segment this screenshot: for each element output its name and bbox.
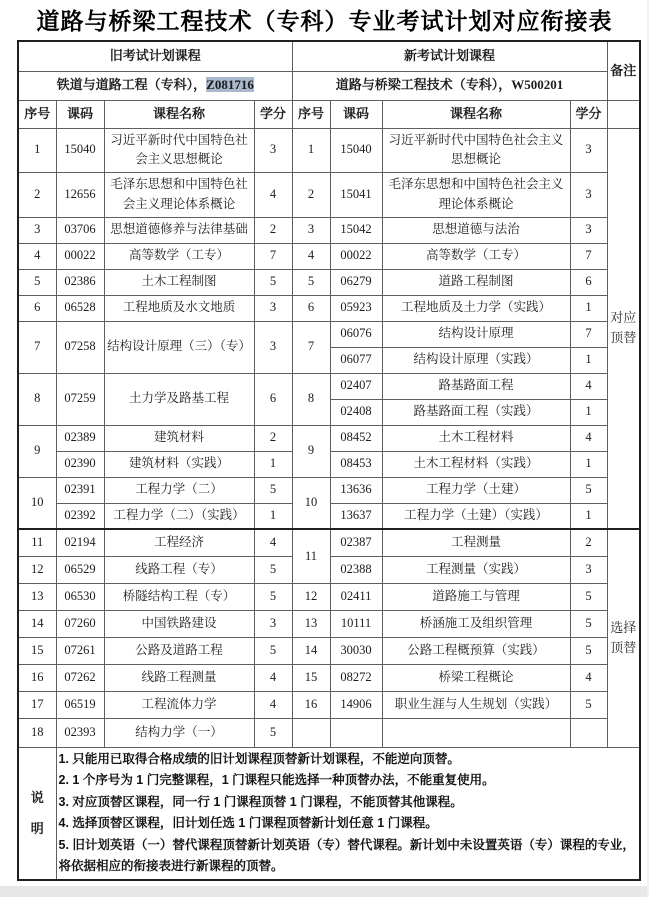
code-cell: 14906 <box>330 691 382 718</box>
code-cell: 06528 <box>56 295 104 321</box>
name-cell: 工程力学（二） <box>104 477 254 503</box>
credit-cell: 3 <box>254 610 292 637</box>
code-cell: 10111 <box>330 610 382 637</box>
name-cell: 道路施工与管理 <box>382 583 570 610</box>
name-cell: 毛泽东思想和中国特色社会主义理论体系概论 <box>104 172 254 217</box>
note-line: 3. 对应顶替区课程，同一行 1 门课程顶替 1 门课程，不能顶替其他课程。 <box>58 794 463 809</box>
code-cell: 07258 <box>56 321 104 373</box>
credit-cell: 5 <box>254 718 292 747</box>
name-cell: 路基路面工程 <box>382 373 570 399</box>
code-cell: 08452 <box>330 425 382 451</box>
code-col-header: 课码 <box>330 100 382 128</box>
seq-cell: 8 <box>292 373 330 425</box>
name-cell: 土木工程制图 <box>104 269 254 295</box>
credit-cell: 5 <box>254 477 292 503</box>
seq-cell: 13 <box>292 610 330 637</box>
course-row <box>18 664 640 691</box>
name-cell: 土力学及路基工程 <box>104 373 254 425</box>
seq-cell: 4 <box>18 243 56 269</box>
name-cell: 公路及道路工程 <box>104 637 254 664</box>
credit-cell: 4 <box>254 664 292 691</box>
name-cell: 习近平新时代中国特色社会主义思想概论 <box>382 128 570 172</box>
code-cell: 02387 <box>330 529 382 556</box>
course-row <box>18 691 640 718</box>
seq-cell: 14 <box>292 637 330 664</box>
seq-cell: 12 <box>18 556 56 583</box>
code-cell: 06077 <box>330 347 382 373</box>
name-cell: 土木工程材料（实践） <box>382 451 570 477</box>
code-cell: 02393 <box>56 718 104 747</box>
name-cell: 工程流体力学 <box>104 691 254 718</box>
old-plan-header-cell: 旧考试计划课程 <box>18 41 292 71</box>
name-cell: 思想道德与法治 <box>382 217 570 243</box>
credit-cell: 5 <box>254 556 292 583</box>
seq-cell: 3 <box>292 217 330 243</box>
credit-cell: 3 <box>254 128 292 172</box>
remark-empty-cell <box>607 100 640 128</box>
code-cell: 15040 <box>330 128 382 172</box>
seq-cell: 3 <box>18 217 56 243</box>
seq-cell: 5 <box>18 269 56 295</box>
name-cell: 结构力学（一） <box>104 718 254 747</box>
name-cell: 公路工程概预算（实践） <box>382 637 570 664</box>
old-major-cell <box>18 71 292 100</box>
empty-cell <box>330 718 382 747</box>
name-cell: 职业生涯与人生规划（实践） <box>382 691 570 718</box>
seq-cell: 15 <box>292 664 330 691</box>
code-cell: 02390 <box>56 451 104 477</box>
name-cell: 桥涵施工及组织管理 <box>382 610 570 637</box>
course-row <box>18 243 640 269</box>
seq-cell: 6 <box>292 295 330 321</box>
name-cell: 建筑材料 <box>104 425 254 451</box>
seq-cell: 2 <box>18 172 56 217</box>
code-cell: 02411 <box>330 583 382 610</box>
note-line: 1. 只能用已取得合格成绩的旧计划课程顶替新计划课程，不能逆向顶替。 <box>58 751 460 766</box>
credit-cell: 1 <box>570 503 607 529</box>
seq-cell: 17 <box>18 691 56 718</box>
code-cell: 06529 <box>56 556 104 583</box>
empty-cell <box>292 718 330 747</box>
seq-cell: 9 <box>292 425 330 477</box>
remark-cell: 对应顶替 <box>607 128 640 529</box>
credit-col-header: 学分 <box>254 100 292 128</box>
code-cell: 02408 <box>330 399 382 425</box>
name-cell: 结构设计原理（实践） <box>382 347 570 373</box>
seq-cell: 1 <box>18 128 56 172</box>
page-title: 道路与桥梁工程技术（专科）专业考试计划对应衔接表 <box>36 9 613 34</box>
credit-cell: 7 <box>570 321 607 347</box>
selected-text-highlight: Z081716 <box>206 77 254 93</box>
credit-cell: 2 <box>254 425 292 451</box>
credit-cell: 1 <box>570 295 607 321</box>
course-row <box>18 718 640 747</box>
seq-cell: 2 <box>292 172 330 217</box>
remark-cell: 选择顶替 <box>607 529 640 747</box>
code-cell: 07261 <box>56 637 104 664</box>
name-cell: 建筑材料（实践） <box>104 451 254 477</box>
code-cell: 08272 <box>330 664 382 691</box>
code-cell: 00022 <box>330 243 382 269</box>
seq-cell: 7 <box>292 321 330 373</box>
column-header-row <box>18 100 640 128</box>
name-cell: 工程测量（实践） <box>382 556 570 583</box>
name-cell: 工程地质及水文地质 <box>104 295 254 321</box>
course-row <box>18 128 640 172</box>
page-bottom-edge <box>0 886 649 897</box>
credit-cell: 5 <box>570 610 607 637</box>
notes-label: 说明 <box>30 789 44 836</box>
credit-cell: 3 <box>570 128 607 172</box>
seq-cell: 18 <box>18 718 56 747</box>
name-cell: 桥梁工程概论 <box>382 664 570 691</box>
remark-header-cell: 备注 <box>607 41 640 100</box>
course-row <box>18 373 640 399</box>
course-row <box>18 529 640 556</box>
credit-cell: 5 <box>570 583 607 610</box>
seq-cell: 16 <box>18 664 56 691</box>
name-cell: 土木工程材料 <box>382 425 570 451</box>
name-cell: 工程力学（二）（实践） <box>104 503 254 529</box>
major-header-row <box>18 71 640 100</box>
name-cell: 工程力学（土建）（实践） <box>382 503 570 529</box>
credit-cell: 3 <box>570 556 607 583</box>
code-cell: 07262 <box>56 664 104 691</box>
credit-cell: 2 <box>254 217 292 243</box>
credit-cell: 4 <box>570 664 607 691</box>
code-cell: 12656 <box>56 172 104 217</box>
seq-cell: 7 <box>18 321 56 373</box>
seq-cell: 6 <box>18 295 56 321</box>
course-row <box>18 583 640 610</box>
notes-content-cell <box>56 747 640 880</box>
notes-label-cell <box>18 747 56 880</box>
seq-col-header: 序号 <box>18 100 56 128</box>
name-cell: 结构设计原理 <box>382 321 570 347</box>
seq-cell: 11 <box>18 529 56 556</box>
code-cell: 15040 <box>56 128 104 172</box>
code-cell: 02389 <box>56 425 104 451</box>
notes-row <box>18 747 640 880</box>
empty-cell <box>570 718 607 747</box>
course-row <box>18 217 640 243</box>
credit-cell: 3 <box>570 217 607 243</box>
exam-plan-table <box>17 40 641 881</box>
code-cell: 15041 <box>330 172 382 217</box>
credit-cell: 1 <box>570 347 607 373</box>
credit-cell: 4 <box>254 691 292 718</box>
name-cell: 工程力学（土建） <box>382 477 570 503</box>
code-cell: 08453 <box>330 451 382 477</box>
credit-cell: 6 <box>254 373 292 425</box>
credit-cell: 5 <box>254 269 292 295</box>
code-cell: 07259 <box>56 373 104 425</box>
new-major-cell: 道路与桥梁工程技术（专科），W500201 <box>292 71 607 100</box>
credit-cell: 1 <box>254 503 292 529</box>
name-cell: 线路工程测量 <box>104 664 254 691</box>
seq-cell: 14 <box>18 610 56 637</box>
course-row <box>18 610 640 637</box>
name-cell: 毛泽东思想和中国特色社会主义理论体系概论 <box>382 172 570 217</box>
seq-cell: 9 <box>18 425 56 477</box>
seq-cell: 16 <box>292 691 330 718</box>
note-line: 2. 1 个序号为 1 门完整课程，1 门课程只能选择一种顶替办法，不能重复使用。 <box>58 773 495 787</box>
code-cell: 13636 <box>330 477 382 503</box>
course-row <box>18 637 640 664</box>
code-cell: 02194 <box>56 529 104 556</box>
name-cell: 工程经济 <box>104 529 254 556</box>
seq-cell: 1 <box>292 128 330 172</box>
seq-cell: 15 <box>18 637 56 664</box>
credit-cell: 7 <box>254 243 292 269</box>
credit-cell: 4 <box>254 529 292 556</box>
note-line: 4. 选择顶替区课程，旧计划任选 1 门课程顶替新计划任意 1 门课程。 <box>58 816 438 830</box>
name-col-header: 课程名称 <box>382 100 570 128</box>
note-line: 5. 旧计划英语（一）替代课程顶替新计划英语（专）替代课程。新计划中未设置英语（专）课程的专业，将依据相应的衔接表进行新课程的顶替。 <box>58 837 635 873</box>
credit-cell: 4 <box>570 425 607 451</box>
credit-cell: 5 <box>254 637 292 664</box>
name-cell: 高等数学（工专） <box>382 243 570 269</box>
credit-cell: 2 <box>570 529 607 556</box>
credit-cell: 3 <box>570 172 607 217</box>
credit-cell: 5 <box>570 637 607 664</box>
credit-cell: 1 <box>570 399 607 425</box>
credit-cell: 5 <box>570 691 607 718</box>
code-cell: 06530 <box>56 583 104 610</box>
code-cell: 06076 <box>330 321 382 347</box>
code-cell: 02392 <box>56 503 104 529</box>
seq-cell: 12 <box>292 583 330 610</box>
name-cell: 线路工程（专） <box>104 556 254 583</box>
seq-cell: 11 <box>292 529 330 583</box>
course-row <box>18 172 640 217</box>
empty-cell <box>382 718 570 747</box>
name-cell: 工程地质及土力学（实践） <box>382 295 570 321</box>
table-body <box>18 128 640 747</box>
code-cell: 13637 <box>330 503 382 529</box>
name-cell: 中国铁路建设 <box>104 610 254 637</box>
seq-cell: 10 <box>18 477 56 529</box>
credit-cell: 4 <box>570 373 607 399</box>
plan-header-row <box>18 41 640 71</box>
code-cell: 03706 <box>56 217 104 243</box>
code-cell: 30030 <box>330 637 382 664</box>
course-row <box>18 477 640 503</box>
name-cell: 工程测量 <box>382 529 570 556</box>
credit-cell: 4 <box>254 172 292 217</box>
course-row <box>18 269 640 295</box>
course-row <box>18 295 640 321</box>
name-cell: 路基路面工程（实践） <box>382 399 570 425</box>
course-row <box>18 321 640 347</box>
credit-cell: 5 <box>254 583 292 610</box>
name-col-header: 课程名称 <box>104 100 254 128</box>
name-cell: 桥隧结构工程（专） <box>104 583 254 610</box>
name-cell: 道路工程制图 <box>382 269 570 295</box>
code-cell: 02386 <box>56 269 104 295</box>
credit-cell: 1 <box>570 451 607 477</box>
code-cell: 05923 <box>330 295 382 321</box>
new-plan-header-cell: 新考试计划课程 <box>292 41 607 71</box>
credit-cell: 3 <box>254 295 292 321</box>
credit-cell: 7 <box>570 243 607 269</box>
seq-cell: 10 <box>292 477 330 529</box>
code-cell: 02391 <box>56 477 104 503</box>
name-cell: 高等数学（工专） <box>104 243 254 269</box>
code-cell: 06519 <box>56 691 104 718</box>
seq-cell: 5 <box>292 269 330 295</box>
credit-col-header: 学分 <box>570 100 607 128</box>
credit-cell: 5 <box>570 477 607 503</box>
old-major-prefix: 铁道与道路工程（专科）， <box>56 77 207 93</box>
seq-cell: 8 <box>18 373 56 425</box>
code-cell: 06279 <box>330 269 382 295</box>
credit-cell: 6 <box>570 269 607 295</box>
name-cell: 结构设计原理（三）（专） <box>104 321 254 373</box>
code-cell: 15042 <box>330 217 382 243</box>
seq-cell: 13 <box>18 583 56 610</box>
notes-list <box>59 749 638 878</box>
course-row <box>18 425 640 451</box>
code-cell: 02388 <box>330 556 382 583</box>
seq-cell: 4 <box>292 243 330 269</box>
credit-cell: 1 <box>254 451 292 477</box>
name-cell: 思想道德修养与法律基础 <box>104 217 254 243</box>
credit-cell: 3 <box>254 321 292 373</box>
name-cell: 习近平新时代中国特色社会主义思想概论 <box>104 128 254 172</box>
code-cell: 02407 <box>330 373 382 399</box>
code-cell: 07260 <box>56 610 104 637</box>
seq-col-header: 序号 <box>292 100 330 128</box>
code-cell: 00022 <box>56 243 104 269</box>
code-col-header: 课码 <box>56 100 104 128</box>
